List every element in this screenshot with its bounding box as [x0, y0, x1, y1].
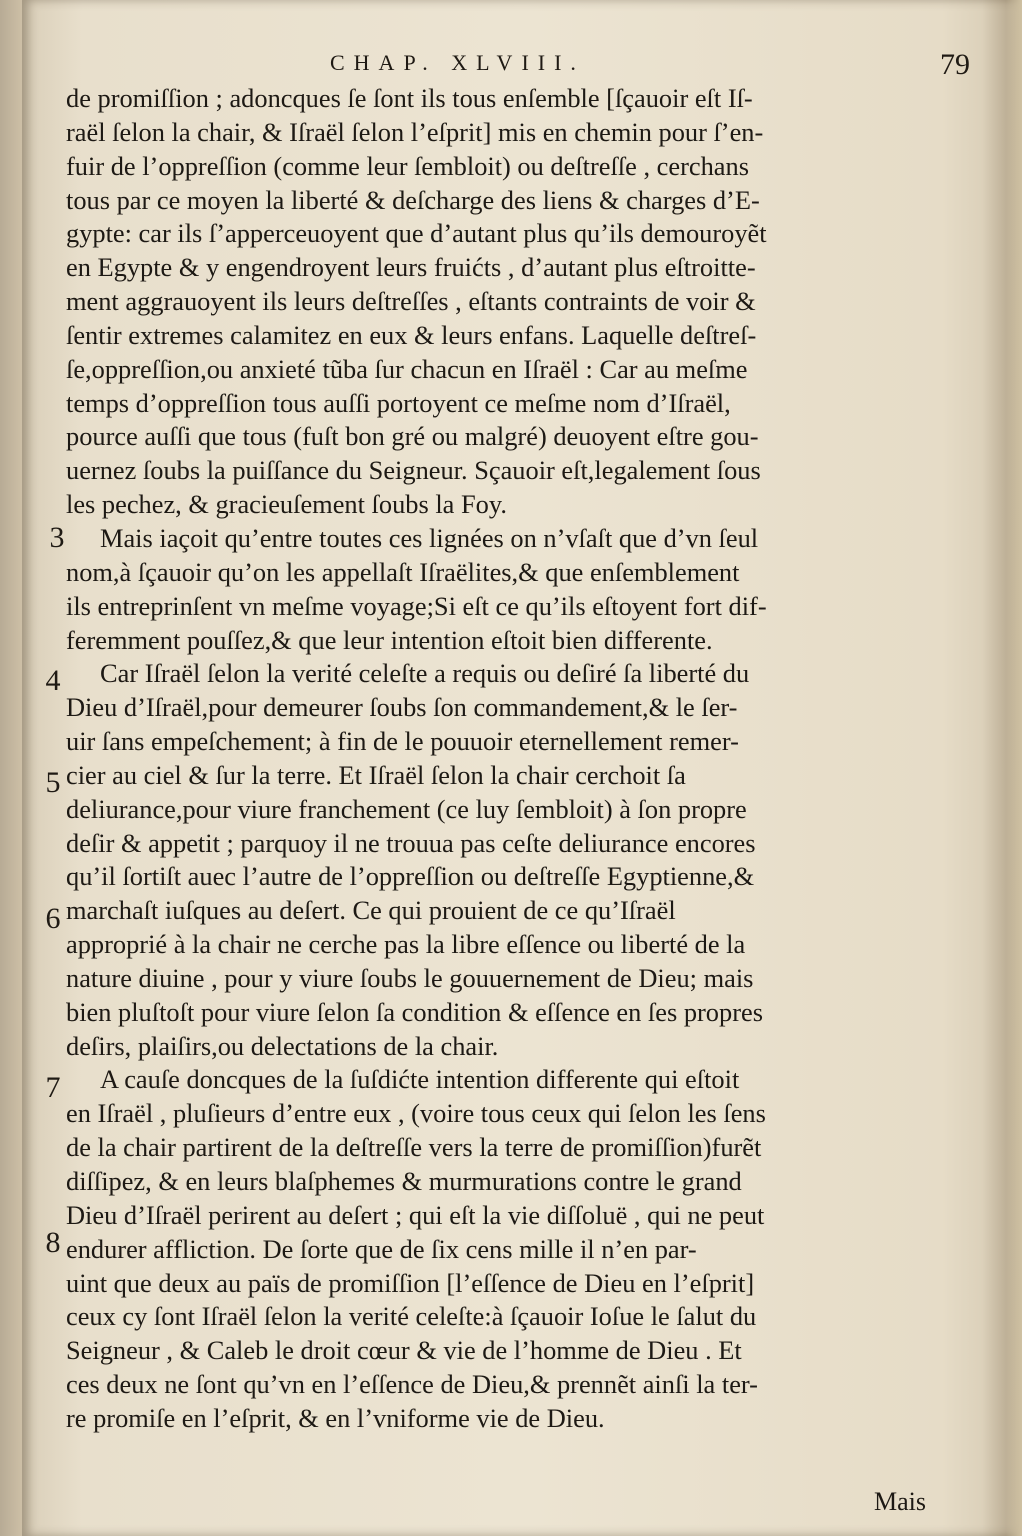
page-edge-shadow	[982, 0, 1022, 1536]
text-line: en Egypte & y engendroyent leurs fruićts , d’autant plus eſtroitte-	[66, 252, 756, 283]
text-line: de promiſſion ; adoncques ſe ſont ils tous enſemble [ſçauoir eſt Iſ-	[66, 83, 753, 113]
text-line: tous par ce moyen la liberté & deſcharge des liens & charges d’E-	[66, 184, 760, 215]
text-line: uernez ſoubs la puiſſance du Seigneur. Sçauoir eſt,legalement ſous	[66, 455, 761, 486]
catchword: Mais	[874, 1487, 926, 1516]
text-line: fuir de l’oppreſſion (comme leur ſembloit) ou deſtreſſe , cerchans	[66, 150, 749, 181]
text-line: pource auſſi que tous (fuſt bon gré ou malgré) deuoyent eſtre gou-	[66, 421, 759, 452]
text-line: uint que deux au païs de promiſſion [l’eſſence de Dieu en l’eſprit]	[66, 1267, 755, 1298]
text-line: bien pluſtoſt pour viure ſelon ſa condition & eſſence en ſes propres	[66, 996, 763, 1027]
text-line: uir ſans empeſchement; à fin de le pouuoir eternellement remer-	[66, 726, 739, 757]
text-line: Dieu d’Iſraël perirent au deſert ; qui eſt la vie diſſoluë , qui ne peut	[66, 1199, 765, 1230]
text-line: nature diuine , pour y viure ſoubs le gouuernement de Dieu; mais	[66, 962, 754, 993]
text-line: diſſipez, & en leurs blaſphemes & murmurations contre le grand	[66, 1166, 742, 1196]
text-line: Seigneur , & Caleb le droit cœur & vie de l’homme de Dieu . Et	[66, 1335, 742, 1366]
previous-page-edge	[0, 0, 22, 1536]
text-line: ſentir extremes calamitez en eux & leurs enfans. Laquelle deſtreſ-	[66, 319, 757, 350]
text-line: Mais iaçoit qu’entre toutes ces lignées on n’vſaſt que d’vn ſeul	[100, 522, 759, 553]
text-line: Car Iſraël ſelon la verité celeſte a requis ou deſiré ſa liberté du	[100, 658, 750, 689]
text-line: marchaſt iuſques au deſert. Ce qui prouient de ce qu’Iſraël	[66, 895, 676, 926]
running-head: CHAP. XLVIII.	[330, 50, 585, 75]
margin-verse-number-5: 5	[45, 766, 61, 799]
margin-verse-number-3: 3	[49, 521, 65, 554]
text-line: endurer affliction. De ſorte que de ſix cens mille il n’en par-	[66, 1233, 697, 1264]
text-line: ment aggrauoyent ils leurs deſtreſſes , eſtants contraints de voir &	[66, 286, 756, 317]
text-line: temps d’oppreſſion tous auſſi portoyent ce meſme nom d’Iſraël,	[66, 387, 731, 418]
margin-verse-number-6: 6	[45, 902, 61, 935]
text-line: deſirs, plaiſirs,ou delectations de la chair.	[66, 1030, 499, 1061]
text-line: gypte: car ils ſ’apperceuoyent que d’autant plus qu’ils demouroyẽt	[66, 218, 767, 249]
text-line: re promiſe en l’eſprit, & en l’vniforme vie de Dieu.	[66, 1402, 605, 1433]
text-line: deliurance,pour viure franchement (ce luy ſembloit) à ſon propre	[66, 793, 747, 824]
text-line: feremment pouſſez,& que leur intention eſtoit bien differente.	[66, 624, 713, 655]
text-line: Dieu d’Iſraël,pour demeurer ſoubs ſon commandement,& le ſer-	[66, 692, 738, 723]
text-line: nom,à ſçauoir qu’on les appellaſt Iſraëlites,& que enſemblement	[66, 556, 740, 587]
text-line: ces deux ne ſont qu’vn en l’eſſence de Dieu,& prennẽt ainſi la ter-	[66, 1369, 758, 1400]
text-line: deſir & appetit ; parquoy il ne trouua pas ceſte deliurance encores	[66, 827, 756, 858]
text-line: de la chair partirent de la deſtreſſe vers la terre de promiſſion)furẽt	[66, 1132, 762, 1163]
text-line: les pechez, & gracieuſement ſoubs la Foy.	[66, 489, 507, 520]
text-line: qu’il ſortiſt auec l’autre de l’oppreſſion ou deſtreſſe Egyptienne,&	[66, 861, 755, 892]
body-text	[66, 82, 966, 1436]
text-line: A cauſe doncques de la ſuſdićte intention differente qui eſtoit	[100, 1064, 740, 1095]
margin-verse-number-8: 8	[45, 1226, 61, 1259]
text-line: ſe,oppreſſion,ou anxieté tũba ſur chacun en Iſraël : Car au meſme	[66, 353, 748, 384]
page-number: 79	[940, 48, 970, 81]
text-line: cier au ciel & ſur la terre. Et Iſraël ſelon la chair cerchoit ſa	[66, 759, 686, 790]
text-line: ceux cy ſont Iſraël ſelon la verité celeſte:à ſçauoir Ioſue le ſalut du	[66, 1301, 757, 1332]
text-line: en Iſraël , pluſieurs d’entre eux , (voire tous ceux qui ſelon les ſens	[66, 1098, 766, 1129]
margin-verse-number-4: 4	[45, 664, 61, 697]
text-line: approprié à la chair ne cerche pas la libre eſſence ou liberté de la	[66, 929, 746, 960]
text-line: ils entreprinſent vn meſme voyage;Si eſt ce qu’ils eſtoyent fort dif-	[66, 590, 767, 621]
text-line: raël ſelon la chair, & Iſraël ſelon l’eſprit] mis en chemin pour ſ’en-	[66, 116, 764, 147]
margin-verse-number-7: 7	[45, 1071, 61, 1104]
